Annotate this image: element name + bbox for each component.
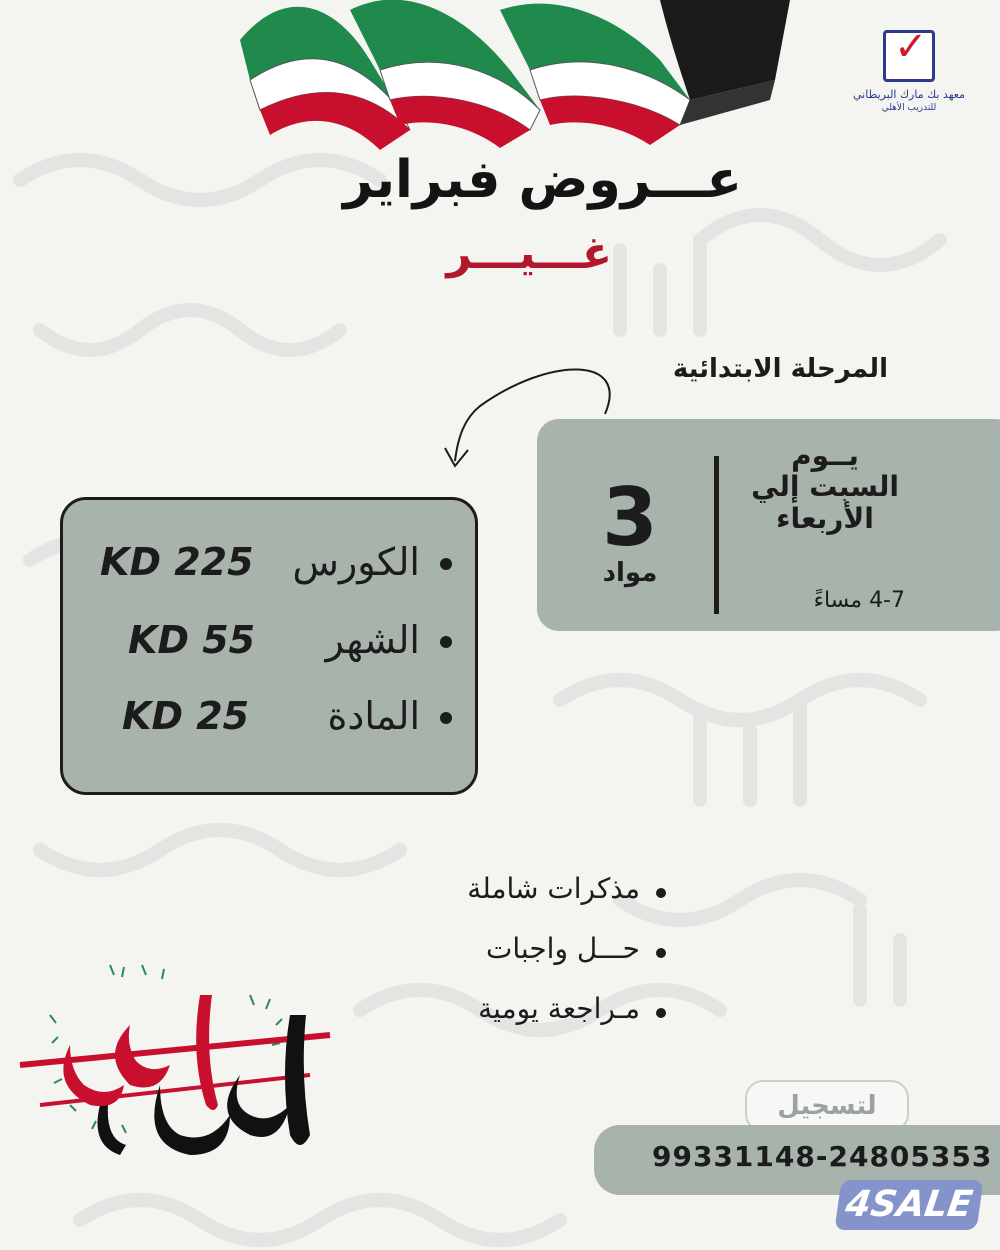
price-row (100, 690, 460, 750)
feature-text: حـــل واجبات (486, 932, 640, 965)
register-button[interactable]: لتسجيل (745, 1080, 909, 1132)
subjects-count-unit: مواد (602, 558, 658, 588)
bullet-icon (656, 888, 666, 898)
page-subtitle: غـــيـــر (446, 228, 612, 279)
logo-tagline: للتدريب الأهلي (881, 103, 937, 113)
price-value: KD 225 (100, 540, 254, 584)
national-day-calligraphy (10, 955, 340, 1195)
phone-numbers[interactable]: 99331148-24805353 (652, 1140, 993, 1173)
price-value: KD 55 (128, 618, 256, 662)
bullet-icon (440, 712, 452, 724)
price-label: الكورس (292, 540, 420, 584)
schedule-divider (714, 456, 719, 614)
price-value: KD 25 (122, 694, 250, 738)
page-title: عـــروض فبراير (343, 150, 742, 210)
logo-name: معهد بك مارك البريطاني (853, 88, 965, 101)
schedule-time: 4-7 مساءً (813, 588, 905, 613)
checkmark-icon: ✓ (883, 30, 935, 82)
subjects-count-number: 3 (602, 471, 658, 564)
price-label: المادة (327, 694, 420, 738)
brand-watermark: 4SALE (834, 1180, 983, 1230)
feature-item (406, 932, 666, 976)
bullet-icon (440, 636, 452, 648)
institute-logo (850, 24, 968, 130)
bullet-icon (656, 948, 666, 958)
bullet-icon (656, 1008, 666, 1018)
feature-text: مـراجعة يومية (478, 992, 640, 1025)
feature-item (406, 992, 666, 1036)
stage-label: المرحلة الابتدائية (672, 354, 888, 384)
price-row (100, 614, 460, 674)
feature-text: مذكرات شاملة (467, 872, 640, 905)
schedule-days: يــوم السبت إلي الأربعاء (751, 439, 899, 535)
flag-ribbon-illustration (230, 0, 790, 150)
bullet-icon (440, 558, 452, 570)
price-row (100, 536, 460, 596)
price-label: الشهر (325, 618, 420, 662)
subjects-count (590, 471, 670, 588)
feature-item (406, 872, 666, 916)
